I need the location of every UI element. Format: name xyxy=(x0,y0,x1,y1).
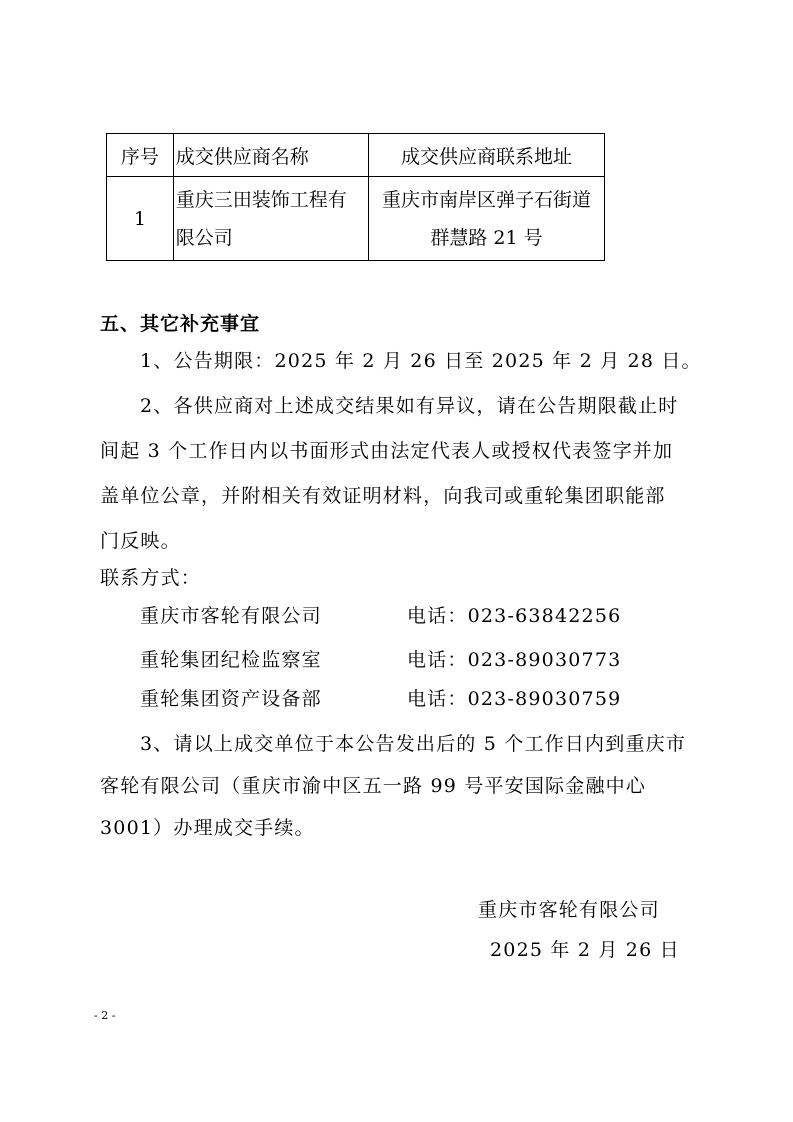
contact-name: 重轮集团资产设备部 xyxy=(140,688,322,710)
contact-phone: 电话：023-89030773 xyxy=(407,649,622,671)
signature-company: 重庆市客轮有限公司 xyxy=(478,899,660,921)
item2-line3: 盖单位公章，并附相关有效证明材料，向我司或重轮集团职能部 xyxy=(100,485,666,507)
item3-line1: 3、请以上成交单位于本公告发出后的 5 个工作日内到重庆市 xyxy=(140,733,687,755)
section-heading: 五、其它补充事宜 xyxy=(100,313,261,335)
table-row xyxy=(107,177,605,261)
item2-line4: 门反映。 xyxy=(100,530,181,552)
item1-text: 1、公告期限：2025 年 2 月 26 日至 2025 年 2 月 28 日。 xyxy=(140,350,702,372)
item2-line1: 2、各供应商对上述成交结果如有异议，请在公告期限截止时 xyxy=(140,395,679,417)
contact-phone: 电话：023-63842256 xyxy=(407,605,622,627)
page-number: - 2 - xyxy=(94,1009,116,1022)
supplier-address-line1: 重庆市南岸区弹子石街道 xyxy=(381,188,591,211)
supplier-address-line2: 群慧路 21 号 xyxy=(430,226,543,249)
header-supplier-address: 成交供应商联系地址 xyxy=(368,134,604,177)
contact-phone: 电话：023-89030759 xyxy=(407,688,622,710)
item3-line2: 客轮有限公司（重庆市渝中区五一路 99 号平安国际金融中心 xyxy=(100,775,647,797)
supplier-name-line1: 重庆三田装饰工程有 xyxy=(175,188,347,211)
contact-label: 联系方式： xyxy=(100,567,202,589)
cell-supplier-name xyxy=(173,177,368,261)
supplier-name-line2: 限公司 xyxy=(175,226,233,249)
cell-supplier-address xyxy=(368,177,604,261)
cell-serial-number: 1 xyxy=(107,177,174,261)
supplier-table xyxy=(106,133,605,261)
header-supplier-name: 成交供应商名称 xyxy=(173,134,368,177)
signature-date: 2025 年 2 月 26 日 xyxy=(490,939,680,961)
contact-name: 重轮集团纪检监察室 xyxy=(140,649,322,671)
item3-line3: 3001）办理成交手续。 xyxy=(100,817,315,839)
contact-name: 重庆市客轮有限公司 xyxy=(140,605,322,627)
table-header-row xyxy=(107,134,605,177)
header-serial-number: 序号 xyxy=(107,134,174,177)
item2-line2: 间起 3 个工作日内以书面形式由法定代表人或授权代表签字并加 xyxy=(100,440,674,462)
